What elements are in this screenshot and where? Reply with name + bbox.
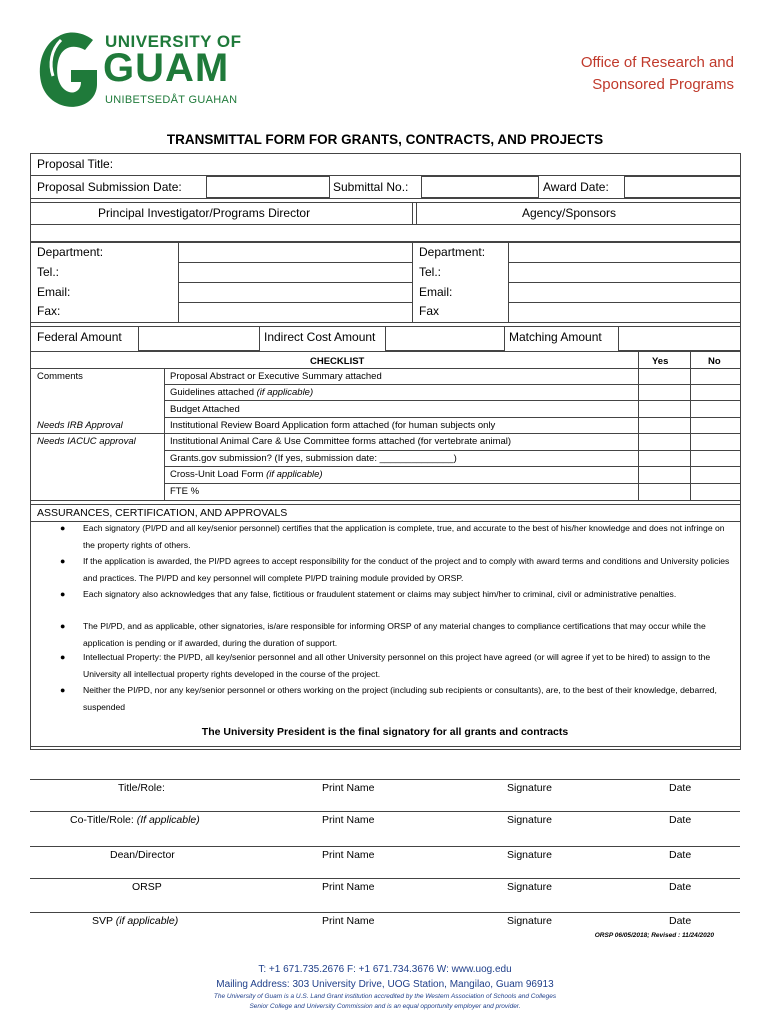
matching-amount-label: Matching Amount	[509, 330, 602, 344]
agency-tel-label: Tel.:	[419, 265, 442, 279]
university-logo	[35, 30, 245, 110]
irb-approval-note: Needs IRB Approval	[37, 420, 123, 431]
award-date-label: Award Date:	[543, 180, 609, 194]
print-name-label: Print Name	[322, 814, 375, 826]
footer-contact: T: +1 671.735.2676 F: +1 671.734.3676 W: www.uog.edu	[258, 964, 512, 975]
checklist-item: Institutional Animal Care & Use Committee forms attached (for vertebrate animal)	[170, 436, 512, 447]
checklist-item: FTE %	[170, 486, 200, 497]
signature-role: Dean/Director	[110, 849, 175, 861]
signature-label: Signature	[507, 915, 552, 927]
print-name-label: Print Name	[322, 849, 375, 861]
office-line-2: Sponsored Programs	[592, 76, 734, 93]
indirect-cost-label: Indirect Cost Amount	[264, 330, 376, 344]
signature-role: Co-Title/Role: (If applicable)	[70, 814, 200, 826]
iacuc-approval-note: Needs IACUC approval	[37, 436, 136, 447]
assurance-item: Each signatory also acknowledges that any false, fictitious or fraudulent statement or claims may subject him/her to criminal, civil or administrative penalties.	[83, 589, 677, 599]
checklist-item: Grants.gov submission? (If yes, submission date: ______________)	[170, 453, 457, 464]
assurance-item: Intellectual Property: the PI/PD, all key/senior personnel and all other University personnel on this project have agreed (or will agree if yet to be hired) to assign to the University all intellectual property rights developed in the course of the project.	[83, 652, 711, 679]
logo-university-of: UNIVERSITY OF	[105, 32, 242, 51]
signature-role: ORSP	[132, 881, 162, 893]
pi-email-label: Email:	[37, 285, 71, 299]
president-note: The University President is the final signatory for all grants and contracts	[201, 726, 569, 738]
assurance-item: Each signatory (PI/PD and all key/senior personnel) certifies that the application is complete, true, and accurate to the best of his/her knowledge and does not infringe on the property rights of others.	[83, 523, 725, 550]
footer-accreditation-2: Senior College and University Commission and is an equal opportunity employer and provider.	[249, 1003, 521, 1010]
checklist-yes-column[interactable]	[639, 369, 690, 500]
award-date-field[interactable]	[624, 176, 741, 198]
matching-amount-field[interactable]	[618, 326, 741, 351]
checklist-no-column[interactable]	[691, 369, 741, 500]
assurance-item: Neither the PI/PD, nor any key/senior personnel or others working on the project (including sub recipients or consultants), are, to the best of their knowledge, debarred, suspended	[83, 685, 717, 712]
checklist-item: Budget Attached	[170, 404, 240, 415]
assurances-heading: ASSURANCES, CERTIFICATION, AND APPROVALS	[37, 507, 288, 519]
bullet-icon: ●	[60, 652, 66, 662]
logo-chamorro-name: UNIBETSEDÅT GUAHAN	[105, 94, 238, 106]
bullet-icon: ●	[60, 556, 66, 566]
date-label: Date	[669, 849, 692, 861]
bullet-icon: ●	[60, 589, 66, 599]
pi-department-label: Department:	[37, 245, 104, 259]
indirect-cost-field[interactable]	[385, 326, 505, 351]
office-name	[581, 52, 734, 96]
date-label: Date	[669, 915, 692, 927]
revision-note: ORSP 06/05/2018; Revised : 11/24/2020	[594, 932, 714, 939]
print-name-label: Print Name	[322, 881, 375, 893]
checklist-item: Cross-Unit Load Form (if applicable)	[170, 469, 323, 480]
date-label: Date	[669, 782, 692, 794]
agency-department-label: Department:	[419, 245, 486, 259]
submittal-no-field[interactable]	[421, 176, 539, 198]
agency-email-label: Email:	[419, 285, 453, 299]
checklist-item: Institutional Review Board Application form attached (for human subjects only	[170, 420, 496, 431]
pi-name-row[interactable]	[30, 224, 741, 242]
signature-role: SVP (if applicable)	[92, 915, 179, 927]
print-name-label: Print Name	[322, 915, 375, 927]
assurance-item: If the application is awarded, the PI/PD agrees to accept responsibility for the conduct of the project and to comply with award terms and conditions and University policies and practices. The PI/PD and key personnel will complete PI/PD training module provided by ORSP.	[83, 556, 730, 583]
proposal-title-label: Proposal Title:	[37, 157, 114, 171]
federal-amount-field[interactable]	[138, 326, 260, 351]
guam-g-logo-icon	[35, 30, 101, 110]
office-line-1: Office of Research and	[580, 54, 734, 71]
form-title: TRANSMITTAL FORM FOR GRANTS, CONTRACTS, AND PROJECTS	[166, 132, 604, 147]
checklist-no-header: No	[708, 356, 721, 367]
submission-date-field[interactable]	[206, 176, 330, 198]
print-name-label: Print Name	[322, 782, 375, 794]
signature-role: Title/Role:	[118, 782, 165, 794]
signature-label: Signature	[507, 849, 552, 861]
bullet-icon: ●	[60, 621, 66, 631]
pi-tel-label: Tel.:	[37, 265, 60, 279]
footer-address: Mailing Address: 303 University Drive, UOG Station, Mangilao, Guam 96913	[216, 979, 554, 990]
date-label: Date	[669, 881, 692, 893]
logo-guam: GUAM	[103, 46, 230, 90]
bullet-icon: ●	[60, 685, 66, 695]
bullet-icon: ●	[60, 523, 66, 533]
agency-heading: Agency/Sponsors	[522, 206, 617, 220]
submission-date-label: Proposal Submission Date:	[37, 180, 182, 194]
federal-amount-label: Federal Amount	[37, 330, 122, 344]
checklist-item: Guidelines attached (if applicable)	[170, 387, 314, 398]
footer-accreditation-1: The University of Guam is a U.S. Land Grant institution accredited by the Western Association of Schools and Colleges	[213, 993, 557, 1000]
pi-heading: Principal Investigator/Programs Director	[98, 206, 311, 220]
footer	[0, 962, 770, 1012]
signature-label: Signature	[507, 881, 552, 893]
pi-fax-label: Fax:	[37, 304, 61, 318]
checklist-item: Proposal Abstract or Executive Summary attached	[170, 371, 382, 382]
signature-label: Signature	[507, 782, 552, 794]
date-label: Date	[669, 814, 692, 826]
comments-label: Comments	[37, 371, 83, 382]
signature-label: Signature	[507, 814, 552, 826]
checklist-heading: CHECKLIST	[310, 356, 365, 367]
checklist-yes-header: Yes	[652, 356, 669, 367]
assurance-item: The PI/PD, and as applicable, other signatories, is/are responsible for informing ORSP of any material changes to compliance certifications that may occur while the application is pending or if awarded, during the duration of support.	[83, 621, 706, 648]
submittal-no-label: Submittal No.:	[333, 180, 409, 194]
agency-fax-label: Fax	[419, 304, 440, 318]
